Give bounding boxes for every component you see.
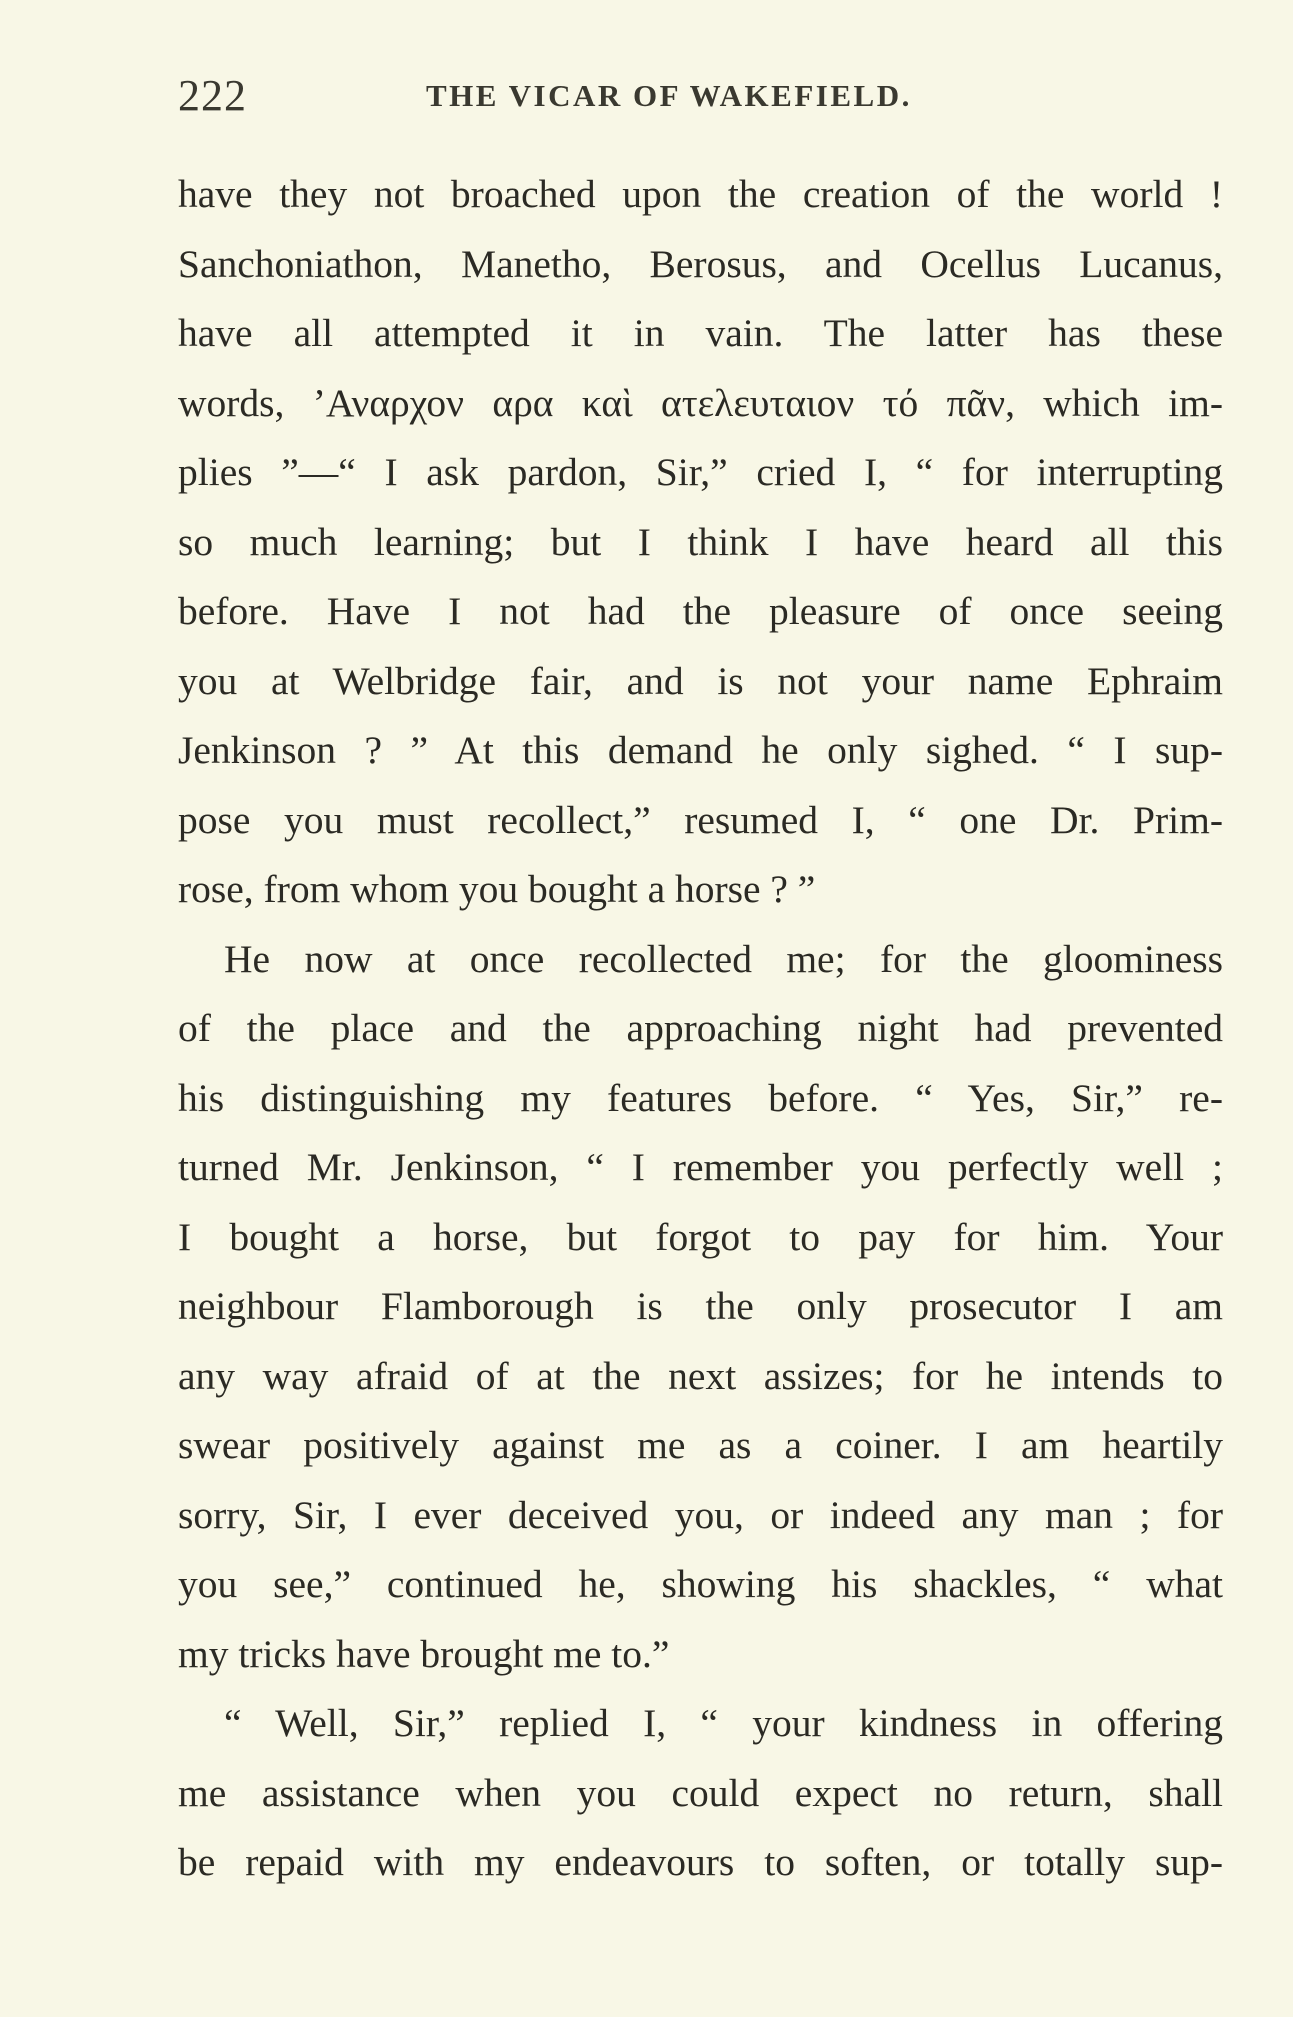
text-line: you at Welbridge fair, and is not your name Ephraim xyxy=(178,658,1223,703)
text-line: his distinguishing my features before. “ Yes, Sir,” re- xyxy=(178,1075,1223,1120)
body-text xyxy=(178,160,1223,1898)
text-line: any way afraid of at the next assizes; for he intends to xyxy=(178,1353,1223,1398)
text-line: have all attempted it in vain. The latter has these xyxy=(178,311,1223,355)
text-line: rose, from whom you bought a horse ? ” xyxy=(178,867,816,911)
text-line: swear positively against me as a coiner. I am heartily xyxy=(178,1423,1223,1467)
running-head xyxy=(178,70,1223,120)
text-line: neighbour Flamborough is the only prosecutor I am xyxy=(178,1284,1223,1328)
text-line: “ Well, Sir,” replied I, “ your kindness in offering xyxy=(224,1701,1223,1745)
page-number: 222 xyxy=(178,71,247,120)
text-line: my tricks have brought me to.” xyxy=(178,1631,670,1676)
text-line: words, ʼΑναρχον αρα καὶ ατελευταιον τό πᾶν, which im- xyxy=(178,380,1223,425)
text-line: sorry, Sir, I ever deceived you, or indeed any man ; for xyxy=(178,1492,1223,1537)
text-line: plies ”—“ I ask pardon, Sir,” cried I, “ for interrupting xyxy=(178,450,1223,494)
text-line: He now at once recollected me; for the gloominess xyxy=(224,936,1223,981)
text-line: Jenkinson ? ” At this demand he only sighed. “ I sup- xyxy=(178,728,1223,772)
text-line: me assistance when you could expect no return, shall xyxy=(178,1770,1223,1815)
text-line: of the place and the approaching night had prevented xyxy=(178,1006,1223,1050)
text-line: I bought a horse, but forgot to pay for him. Your xyxy=(178,1214,1223,1259)
text-line: you see,” continued he, showing his shackles, “ what xyxy=(178,1562,1223,1606)
text-line: have they not broached upon the creation of the world ! xyxy=(178,172,1223,216)
running-title: THE VICAR OF WAKEFIELD. xyxy=(426,78,912,113)
text-line: before. Have I not had the pleasure of once seeing xyxy=(178,589,1223,633)
text-line: be repaid with my endeavours to soften, or totally sup- xyxy=(178,1840,1223,1884)
text-line: pose you must recollect,” resumed I, “ one Dr. Prim- xyxy=(178,797,1223,842)
text-line: Sanchoniathon, Manetho, Berosus, and Ocellus Lucanus, xyxy=(178,241,1223,286)
text-line: so much learning; but I think I have heard all this xyxy=(178,519,1223,564)
text-line: turned Mr. Jenkinson, “ I remember you perfectly well ; xyxy=(178,1145,1223,1189)
